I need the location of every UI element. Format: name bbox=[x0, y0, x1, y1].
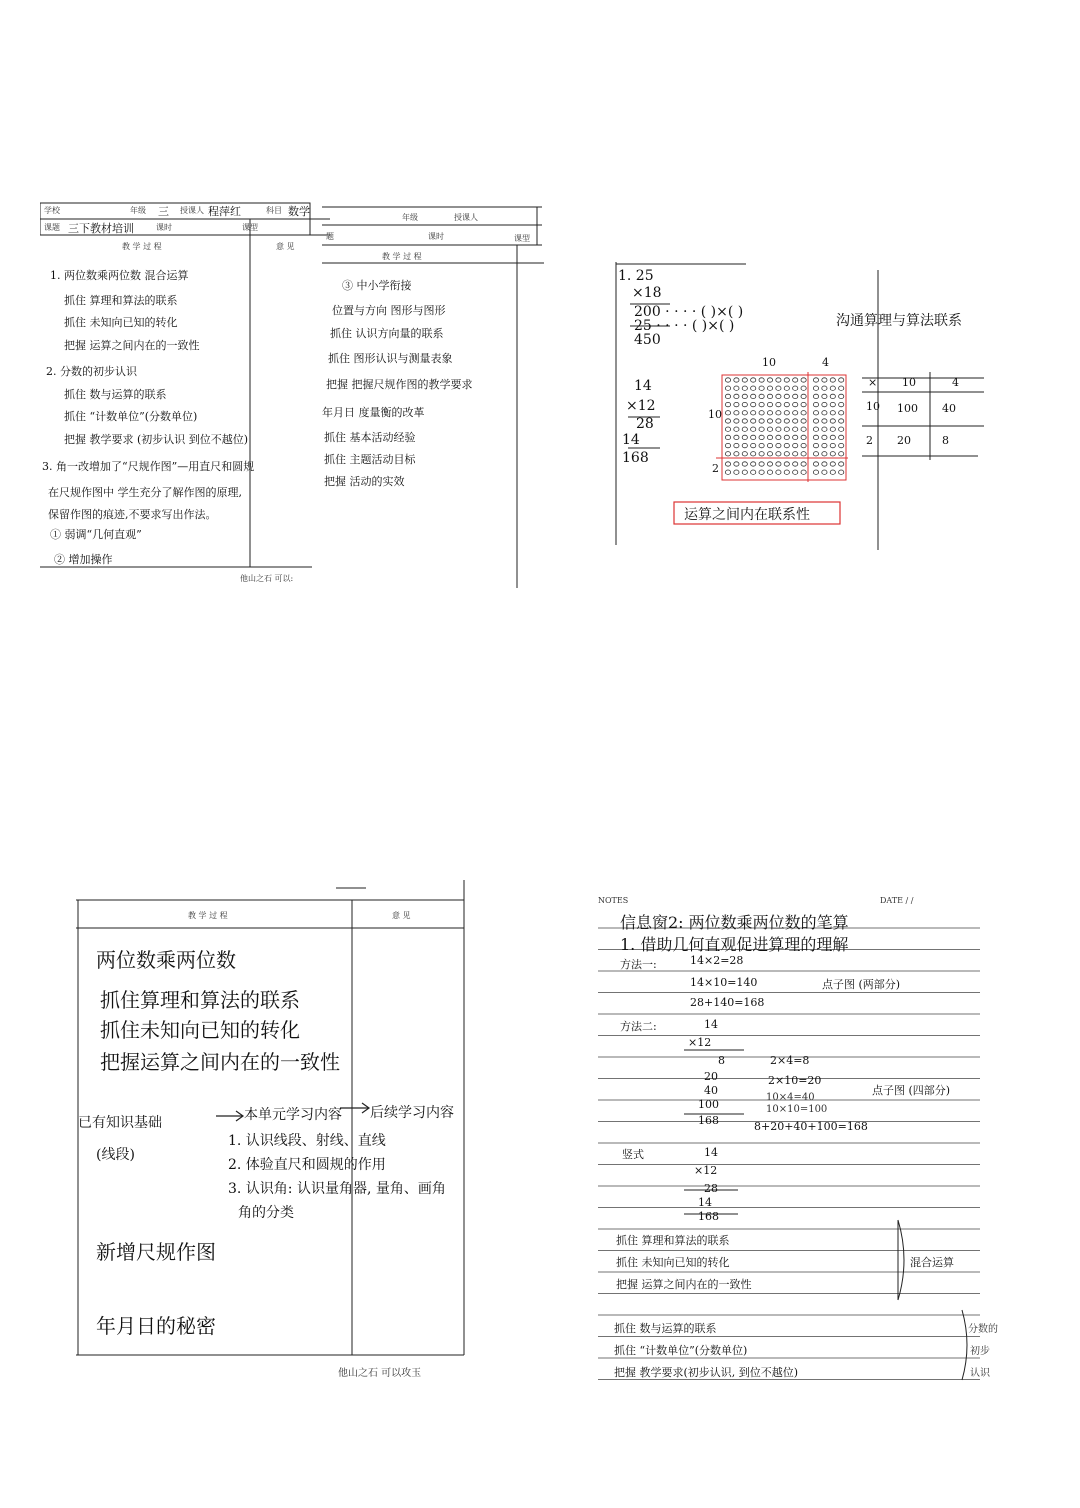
dot bbox=[784, 419, 789, 423]
method2-side-3: 10×4=40 bbox=[766, 1092, 815, 1103]
dot bbox=[830, 462, 835, 466]
bottom-left-sheet bbox=[76, 880, 468, 1382]
dot bbox=[839, 462, 844, 466]
dot bbox=[734, 378, 739, 382]
bottom-right-sheet bbox=[598, 890, 1008, 1390]
bl-line-3: 抓住未知向已知的转化 bbox=[100, 1018, 300, 1042]
table-row-1-c1: 100 bbox=[897, 402, 918, 415]
table-col-1: 10 bbox=[902, 376, 916, 389]
tm-line-2: 位置与方向 图形与图形 bbox=[332, 304, 446, 317]
dot bbox=[801, 462, 806, 466]
dot bbox=[759, 419, 764, 423]
period-label: 课时 bbox=[156, 223, 172, 232]
dot bbox=[793, 411, 798, 415]
flow-left: 已有知识基础 bbox=[78, 1115, 162, 1131]
dot bbox=[776, 462, 781, 466]
top-middle-lines bbox=[322, 205, 544, 590]
dot bbox=[813, 427, 818, 431]
tr-calc1-l4: 25 · · · · ( )×( ) bbox=[634, 318, 735, 334]
bl-line-4: 把握运算之间内在的一致性 bbox=[100, 1050, 340, 1074]
dot bbox=[751, 452, 756, 456]
dot bbox=[822, 411, 827, 415]
tm-period-label: 课时 bbox=[428, 232, 444, 241]
dot bbox=[734, 462, 739, 466]
dot bbox=[725, 419, 730, 423]
method2-note: 点子图 (四部分) bbox=[872, 1084, 951, 1097]
method2-l7: 168 bbox=[698, 1114, 719, 1127]
dot bbox=[793, 427, 798, 431]
dot bbox=[830, 452, 835, 456]
dot bbox=[751, 470, 756, 474]
dot bbox=[751, 411, 756, 415]
tr-calc2-l3: 28 bbox=[636, 416, 654, 432]
tl-line-7: 抓住 “计数单位”(分数单位) bbox=[64, 410, 198, 423]
dot bbox=[813, 462, 818, 466]
bl-extra-2: 年月日的秘密 bbox=[96, 1314, 216, 1338]
bl-opinion-label: 意 见 bbox=[392, 911, 411, 920]
dot bbox=[742, 378, 747, 382]
dot bbox=[734, 435, 739, 439]
dot bbox=[751, 386, 756, 390]
topic-label: 课题 bbox=[44, 223, 60, 232]
tm-topic-label: 题 bbox=[326, 232, 334, 241]
grade-value: 三 bbox=[158, 205, 169, 218]
dot bbox=[751, 419, 756, 423]
notes-title: 信息窗2: 两位数乘两位数的笔算 bbox=[620, 913, 849, 932]
method2-side-4: 10×10=100 bbox=[766, 1104, 828, 1115]
dot bbox=[734, 386, 739, 390]
dot bbox=[725, 435, 730, 439]
dot bbox=[725, 462, 730, 466]
dot bbox=[776, 435, 781, 439]
tm-line-4: 抓住 图形认识与测量表象 bbox=[328, 352, 453, 365]
dot bbox=[801, 470, 806, 474]
method2-l5: 40 bbox=[704, 1084, 718, 1097]
bl-line-2: 抓住算理和算法的联系 bbox=[100, 988, 300, 1012]
tr-calc2-l1: 14 bbox=[634, 378, 652, 394]
dot bbox=[822, 462, 827, 466]
dot bbox=[734, 419, 739, 423]
grid-top-10: 10 bbox=[762, 356, 776, 369]
dot bbox=[759, 435, 764, 439]
dot bbox=[784, 435, 789, 439]
flow-middle: 本单元学习内容 bbox=[244, 1107, 342, 1123]
dot bbox=[813, 443, 818, 447]
dot bbox=[784, 427, 789, 431]
dot bbox=[793, 462, 798, 466]
date-label: DATE / / bbox=[880, 896, 914, 905]
notes-ruled-lines bbox=[598, 890, 1008, 1390]
grid-left-10: 10 bbox=[708, 408, 722, 421]
dot bbox=[839, 443, 844, 447]
dot bbox=[822, 402, 827, 406]
dot bbox=[767, 435, 772, 439]
table-corner: × bbox=[868, 376, 878, 389]
method1-note: 点子图 (两部分) bbox=[822, 978, 901, 991]
boxed-note: 运算之间内在联系性 bbox=[684, 507, 810, 523]
dot bbox=[759, 402, 764, 406]
dot bbox=[776, 386, 781, 390]
dot bbox=[784, 402, 789, 406]
teacher-value: 程萍红 bbox=[208, 205, 241, 218]
dot bbox=[793, 443, 798, 447]
flow-item-2: 2. 体验直尺和圆规的作用 bbox=[228, 1157, 386, 1173]
vertical-l5: 168 bbox=[698, 1210, 719, 1223]
method2-l3: 8 bbox=[718, 1054, 725, 1067]
dot bbox=[759, 427, 764, 431]
process-label: 教 学 过 程 bbox=[122, 242, 162, 251]
dot bbox=[767, 419, 772, 423]
dot bbox=[776, 378, 781, 382]
dot bbox=[822, 452, 827, 456]
dot bbox=[751, 435, 756, 439]
vertical-l3: 28 bbox=[704, 1182, 718, 1195]
flow-item-3: 3. 认识角: 认识量角器, 量角、画角 bbox=[228, 1181, 446, 1197]
tr-calc1-l5: 450 bbox=[634, 332, 661, 348]
dot bbox=[784, 411, 789, 415]
dot bbox=[776, 419, 781, 423]
dot bbox=[725, 386, 730, 390]
dot bbox=[822, 394, 827, 398]
dot bbox=[725, 402, 730, 406]
dot bbox=[839, 419, 844, 423]
dot bbox=[734, 394, 739, 398]
type-label: 课型 bbox=[242, 223, 258, 232]
dot bbox=[784, 462, 789, 466]
dot bbox=[801, 443, 806, 447]
dot bbox=[793, 452, 798, 456]
method1-l3: 28+140=168 bbox=[690, 996, 765, 1009]
dot bbox=[822, 386, 827, 390]
top-right-sheet bbox=[612, 260, 992, 555]
dot bbox=[767, 427, 772, 431]
dot bbox=[725, 378, 730, 382]
top-middle-sheet bbox=[322, 205, 544, 590]
dot bbox=[776, 427, 781, 431]
dot bbox=[822, 443, 827, 447]
table-row-1-head: 10 bbox=[866, 400, 880, 413]
dot bbox=[751, 394, 756, 398]
group1-note: 混合运算 bbox=[910, 1256, 954, 1269]
dot bbox=[742, 402, 747, 406]
tm-line-6: 年月日 度量衡的改革 bbox=[322, 406, 425, 419]
dot bbox=[839, 435, 844, 439]
flow-item-1: 1. 认识线段、射线、直线 bbox=[228, 1133, 386, 1149]
tm-teacher-label: 授课人 bbox=[454, 213, 478, 222]
dot bbox=[801, 378, 806, 382]
dot bbox=[759, 443, 764, 447]
tm-line-8: 抓住 主题活动目标 bbox=[324, 453, 416, 466]
table-col-2: 4 bbox=[952, 376, 959, 389]
dot bbox=[830, 443, 835, 447]
tm-grade-label: 年级 bbox=[402, 213, 418, 222]
dot bbox=[830, 427, 835, 431]
notes-subtitle: 1. 借助几何直观促进算理的理解 bbox=[620, 935, 849, 954]
group2-l1: 抓住 数与运算的联系 bbox=[614, 1322, 717, 1335]
dot bbox=[742, 411, 747, 415]
group1-l3: 把握 运算之间内在的一致性 bbox=[616, 1278, 752, 1291]
dot bbox=[830, 378, 835, 382]
dot bbox=[742, 419, 747, 423]
tr-title-right: 沟通算理与算法联系 bbox=[836, 313, 962, 329]
dot bbox=[839, 411, 844, 415]
dot bbox=[767, 378, 772, 382]
dot bbox=[725, 452, 730, 456]
dot bbox=[742, 386, 747, 390]
vertical-l1: 14 bbox=[704, 1146, 718, 1159]
dot bbox=[822, 427, 827, 431]
method2-side-1: 2×4=8 bbox=[770, 1054, 810, 1067]
dot bbox=[725, 443, 730, 447]
dot-array bbox=[725, 378, 843, 475]
dot bbox=[767, 386, 772, 390]
dot bbox=[776, 411, 781, 415]
group1-l1: 抓住 算理和算法的联系 bbox=[616, 1234, 730, 1247]
dot bbox=[801, 435, 806, 439]
subject-label: 科目 bbox=[266, 206, 282, 215]
dot bbox=[839, 427, 844, 431]
tl-line-11: 保留作图的痕迹,不要求写出作法。 bbox=[48, 508, 217, 521]
table-row-2-c1: 20 bbox=[897, 434, 911, 447]
dot bbox=[767, 443, 772, 447]
dot bbox=[767, 402, 772, 406]
dot bbox=[776, 394, 781, 398]
top-left-sheet bbox=[40, 195, 330, 595]
dot bbox=[801, 411, 806, 415]
group2-l3: 把握 教学要求(初步认识, 到位不越位) bbox=[614, 1366, 799, 1379]
dot bbox=[830, 470, 835, 474]
dot bbox=[734, 452, 739, 456]
bl-extra-1: 新增尺规作图 bbox=[96, 1240, 216, 1264]
group2-note-3: 认识 bbox=[970, 1368, 990, 1379]
bl-footer: 他山之石 可以攻玉 bbox=[338, 1368, 422, 1379]
tm-line-7: 抓住 基本活动经验 bbox=[324, 431, 416, 444]
dot bbox=[767, 411, 772, 415]
tm-line-5: 把握 把握尺规作图的教学要求 bbox=[326, 378, 473, 391]
tl-line-10: 在尺规作图中 学生充分了解作图的原理, bbox=[48, 486, 242, 499]
dot bbox=[813, 470, 818, 474]
dot bbox=[725, 394, 730, 398]
dot bbox=[759, 378, 764, 382]
dot bbox=[839, 470, 844, 474]
dot bbox=[801, 394, 806, 398]
dot bbox=[793, 435, 798, 439]
tr-calc2-l2: ×12 bbox=[626, 398, 656, 414]
tl-line-5: 2. 分数的初步认识 bbox=[46, 365, 137, 378]
dot bbox=[725, 427, 730, 431]
tl-line-3: 抓住 未知向已知的转化 bbox=[64, 316, 178, 329]
dot bbox=[813, 435, 818, 439]
notes-label: NOTES bbox=[598, 896, 629, 905]
method2-l1: 14 bbox=[704, 1018, 718, 1031]
dot bbox=[793, 378, 798, 382]
dot bbox=[839, 394, 844, 398]
dot bbox=[751, 378, 756, 382]
dot bbox=[734, 402, 739, 406]
dot bbox=[830, 386, 835, 390]
tr-calc1-l3: 200 · · · · ( )×( ) bbox=[634, 304, 744, 320]
tl-line-9: 3. 角一改增加了“尺规作图”—用直尺和圆规 bbox=[42, 460, 255, 473]
dot bbox=[751, 427, 756, 431]
method2-l2: ×12 bbox=[688, 1036, 712, 1049]
group2-l2: 抓住 “计数单位”(分数单位) bbox=[614, 1344, 748, 1357]
tm-process-label: 教 学 过 程 bbox=[382, 252, 422, 261]
dot bbox=[776, 402, 781, 406]
opinion-label: 意 见 bbox=[276, 242, 295, 251]
dot bbox=[776, 470, 781, 474]
tr-calc2-l5: 168 bbox=[622, 450, 649, 466]
dot bbox=[793, 402, 798, 406]
dot bbox=[830, 419, 835, 423]
tr-calc1-l2: ×18 bbox=[632, 285, 662, 301]
flow-left-sub: (线段) bbox=[96, 1147, 135, 1163]
method2-label: 方法二: bbox=[620, 1020, 657, 1033]
tr-calc1-l1: 1. 25 bbox=[618, 268, 654, 284]
grid-top-4: 4 bbox=[822, 356, 829, 369]
dot bbox=[801, 402, 806, 406]
dot bbox=[793, 470, 798, 474]
table-row-1-c2: 40 bbox=[942, 402, 956, 415]
tm-line-3: 抓住 认识方向量的联系 bbox=[330, 327, 444, 340]
dot bbox=[776, 443, 781, 447]
dot bbox=[830, 402, 835, 406]
dot bbox=[759, 470, 764, 474]
dot bbox=[830, 411, 835, 415]
dot bbox=[751, 462, 756, 466]
method2-l4: 20 bbox=[704, 1070, 718, 1083]
dot bbox=[742, 443, 747, 447]
method1-l1: 14×2=28 bbox=[690, 954, 744, 967]
method2-side-5: 8+20+40+100=168 bbox=[754, 1120, 868, 1133]
dot bbox=[822, 435, 827, 439]
method2-side-2: 2×10=20 bbox=[768, 1074, 822, 1087]
dot bbox=[742, 394, 747, 398]
dot bbox=[742, 452, 747, 456]
dot bbox=[751, 402, 756, 406]
dot bbox=[767, 470, 772, 474]
dot bbox=[784, 386, 789, 390]
dot bbox=[767, 462, 772, 466]
vertical-l4: 14 bbox=[698, 1196, 712, 1209]
dot bbox=[793, 394, 798, 398]
tl-line-2: 抓住 算理和算法的联系 bbox=[64, 294, 178, 307]
dot bbox=[813, 402, 818, 406]
method1-l2: 14×10=140 bbox=[690, 976, 758, 989]
dot bbox=[813, 386, 818, 390]
dot bbox=[759, 394, 764, 398]
dot bbox=[801, 452, 806, 456]
tl-line-1: 1. 两位数乘两位数 混合运算 bbox=[50, 269, 189, 282]
dot bbox=[784, 394, 789, 398]
tr-calc2-l4: 14 bbox=[622, 432, 640, 448]
dot bbox=[813, 452, 818, 456]
tl-line-8: 把握 教学要求 (初步认识 到位不越位) bbox=[64, 433, 249, 446]
flow-right: 后续学习内容 bbox=[370, 1105, 454, 1121]
dot bbox=[830, 435, 835, 439]
table-row-2-c2: 8 bbox=[942, 434, 949, 447]
dot bbox=[784, 443, 789, 447]
group2-note-1: 分数的 bbox=[968, 1324, 998, 1335]
grid-left-2: 2 bbox=[712, 462, 719, 475]
dot bbox=[813, 378, 818, 382]
grade-label: 年级 bbox=[130, 206, 146, 215]
tm-type-label: 课型 bbox=[514, 234, 530, 243]
dot bbox=[793, 419, 798, 423]
dot bbox=[793, 386, 798, 390]
dot bbox=[801, 386, 806, 390]
dot bbox=[839, 386, 844, 390]
dot bbox=[767, 452, 772, 456]
dot bbox=[813, 394, 818, 398]
dot bbox=[734, 470, 739, 474]
dot bbox=[742, 435, 747, 439]
dot bbox=[839, 378, 844, 382]
dot bbox=[801, 419, 806, 423]
dot bbox=[822, 470, 827, 474]
dot bbox=[767, 394, 772, 398]
dot bbox=[784, 452, 789, 456]
tm-line-9: 把握 活动的实效 bbox=[324, 475, 405, 488]
tl-line-6: 抓住 数与运算的联系 bbox=[64, 388, 167, 401]
group2-note-2: 初步 bbox=[970, 1346, 990, 1357]
dot bbox=[742, 462, 747, 466]
method2-l6: 100 bbox=[698, 1098, 719, 1111]
tl-line-13: ② 增加操作 bbox=[54, 553, 113, 566]
dot bbox=[839, 402, 844, 406]
table-row-2-head: 2 bbox=[866, 434, 873, 447]
subject-value: 数学 bbox=[288, 205, 310, 218]
dot bbox=[759, 462, 764, 466]
teacher-label: 授课人 bbox=[180, 206, 204, 215]
dot bbox=[830, 394, 835, 398]
dot bbox=[725, 411, 730, 415]
dot bbox=[751, 443, 756, 447]
tm-line-1: ③ 中小学衔接 bbox=[342, 279, 412, 292]
dot bbox=[734, 411, 739, 415]
dot bbox=[734, 443, 739, 447]
topic-value: 三下教材培训 bbox=[68, 222, 134, 235]
dot bbox=[759, 452, 764, 456]
dot bbox=[822, 419, 827, 423]
dot bbox=[759, 386, 764, 390]
dot bbox=[822, 378, 827, 382]
tl-footer: 他山之石 可以: bbox=[240, 574, 294, 583]
bl-process-label: 教 学 过 程 bbox=[188, 911, 228, 920]
method1-label: 方法一: bbox=[620, 958, 657, 971]
flow-item-4: 角的分类 bbox=[238, 1205, 294, 1221]
bl-line-1: 两位数乘两位数 bbox=[96, 948, 236, 972]
school-label: 学校 bbox=[44, 206, 60, 215]
vertical-label: 竖式 bbox=[622, 1148, 644, 1161]
dot bbox=[839, 452, 844, 456]
dot bbox=[734, 427, 739, 431]
group1-l2: 抓住 未知向已知的转化 bbox=[616, 1256, 730, 1269]
dot bbox=[742, 470, 747, 474]
dot bbox=[776, 452, 781, 456]
tl-line-12: ① 弱调“几何直观” bbox=[50, 528, 142, 541]
dot bbox=[742, 427, 747, 431]
dot bbox=[801, 427, 806, 431]
dot bbox=[784, 378, 789, 382]
vertical-l2: ×12 bbox=[694, 1164, 718, 1177]
tl-line-4: 把握 运算之间内在的一致性 bbox=[64, 339, 200, 352]
dot bbox=[813, 419, 818, 423]
dot bbox=[759, 411, 764, 415]
dot bbox=[725, 470, 730, 474]
dot bbox=[784, 470, 789, 474]
dot bbox=[813, 411, 818, 415]
